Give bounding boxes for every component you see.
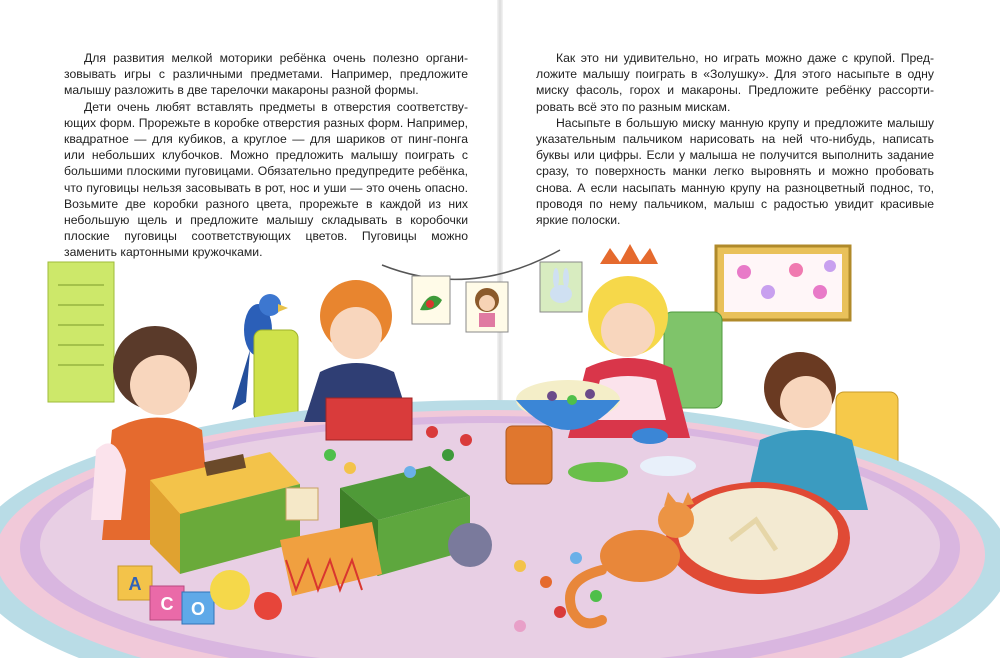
children-play-illustration — [0, 240, 1000, 658]
yarn-ball — [210, 570, 250, 610]
hanging-picture-bunny — [540, 262, 582, 312]
yarn-ball — [448, 523, 492, 567]
semolina-tray — [666, 482, 850, 594]
cube-letter: A — [128, 574, 142, 594]
hanging-picture-girl — [466, 282, 508, 332]
small-bowl — [632, 428, 668, 444]
cube-letter: C — [160, 594, 174, 614]
ball — [254, 592, 282, 620]
paragraph: Для развития мелкой моторики ребёнка очень полезно организовывать игры с различными предметами. Например, предложите малышу разложить в две тарелочки макароны разной формы. — [64, 51, 468, 98]
wall-chart — [48, 262, 114, 402]
small-plate — [568, 462, 628, 482]
hanging-picture-bird — [412, 276, 450, 324]
cereal-bag — [506, 426, 552, 484]
cube-letter: O — [190, 599, 206, 619]
right-page-text — [536, 50, 934, 228]
left-page-text — [64, 50, 468, 261]
paragraph: Дети очень любят вставлять предметы в отверстия соответствующих форм. Прорежьте в коробке отверстия разных форм. Например, квадратное — для кубиков, а круглое — для шариков от пинг-понга или небольших клубочков. Можно предложить малышу поиграть с большими плоскими пуговицами. Обязательно предупредите ребёнка, что пуговицы нельзя засовывать в рот, нос и уши — это очень опасно. Возьмите две коробки разного цвета, прорежьте в каждой из них небольшую щель и предложите малышу складывать в коробочки плоские пуговицы соответствующих цветов. Пуговицы можно заменить картонными кружочками. — [64, 99, 468, 260]
paragraph: Насыпьте в большую миску манную крупу и предложите малышу указательным пальчиком нарисовать на ней что-нибудь, написать буквы или цифры. Если у малыша не получится выполнить задание сразу, то поверхность манки легко выровнять и можно пробовать снова. А если насыпать манную крупу на разноцветный поднос, то, проводя по нему пальчиком, малыш с радостью увидит красивые яркие полоски. — [536, 115, 934, 228]
small-plate — [640, 456, 696, 476]
red-coin-box — [326, 398, 412, 440]
flower-picture — [716, 246, 850, 320]
chair — [254, 330, 298, 422]
paragraph: Как это ни удивительно, но играть можно даже с крупой. Предложите малышу поиграть в «Золушку». Для этого насыпьте в одну миску фасоль, горох и макароны. Предложите ребёнку рассортировать всё это по разным мискам. — [536, 51, 934, 114]
